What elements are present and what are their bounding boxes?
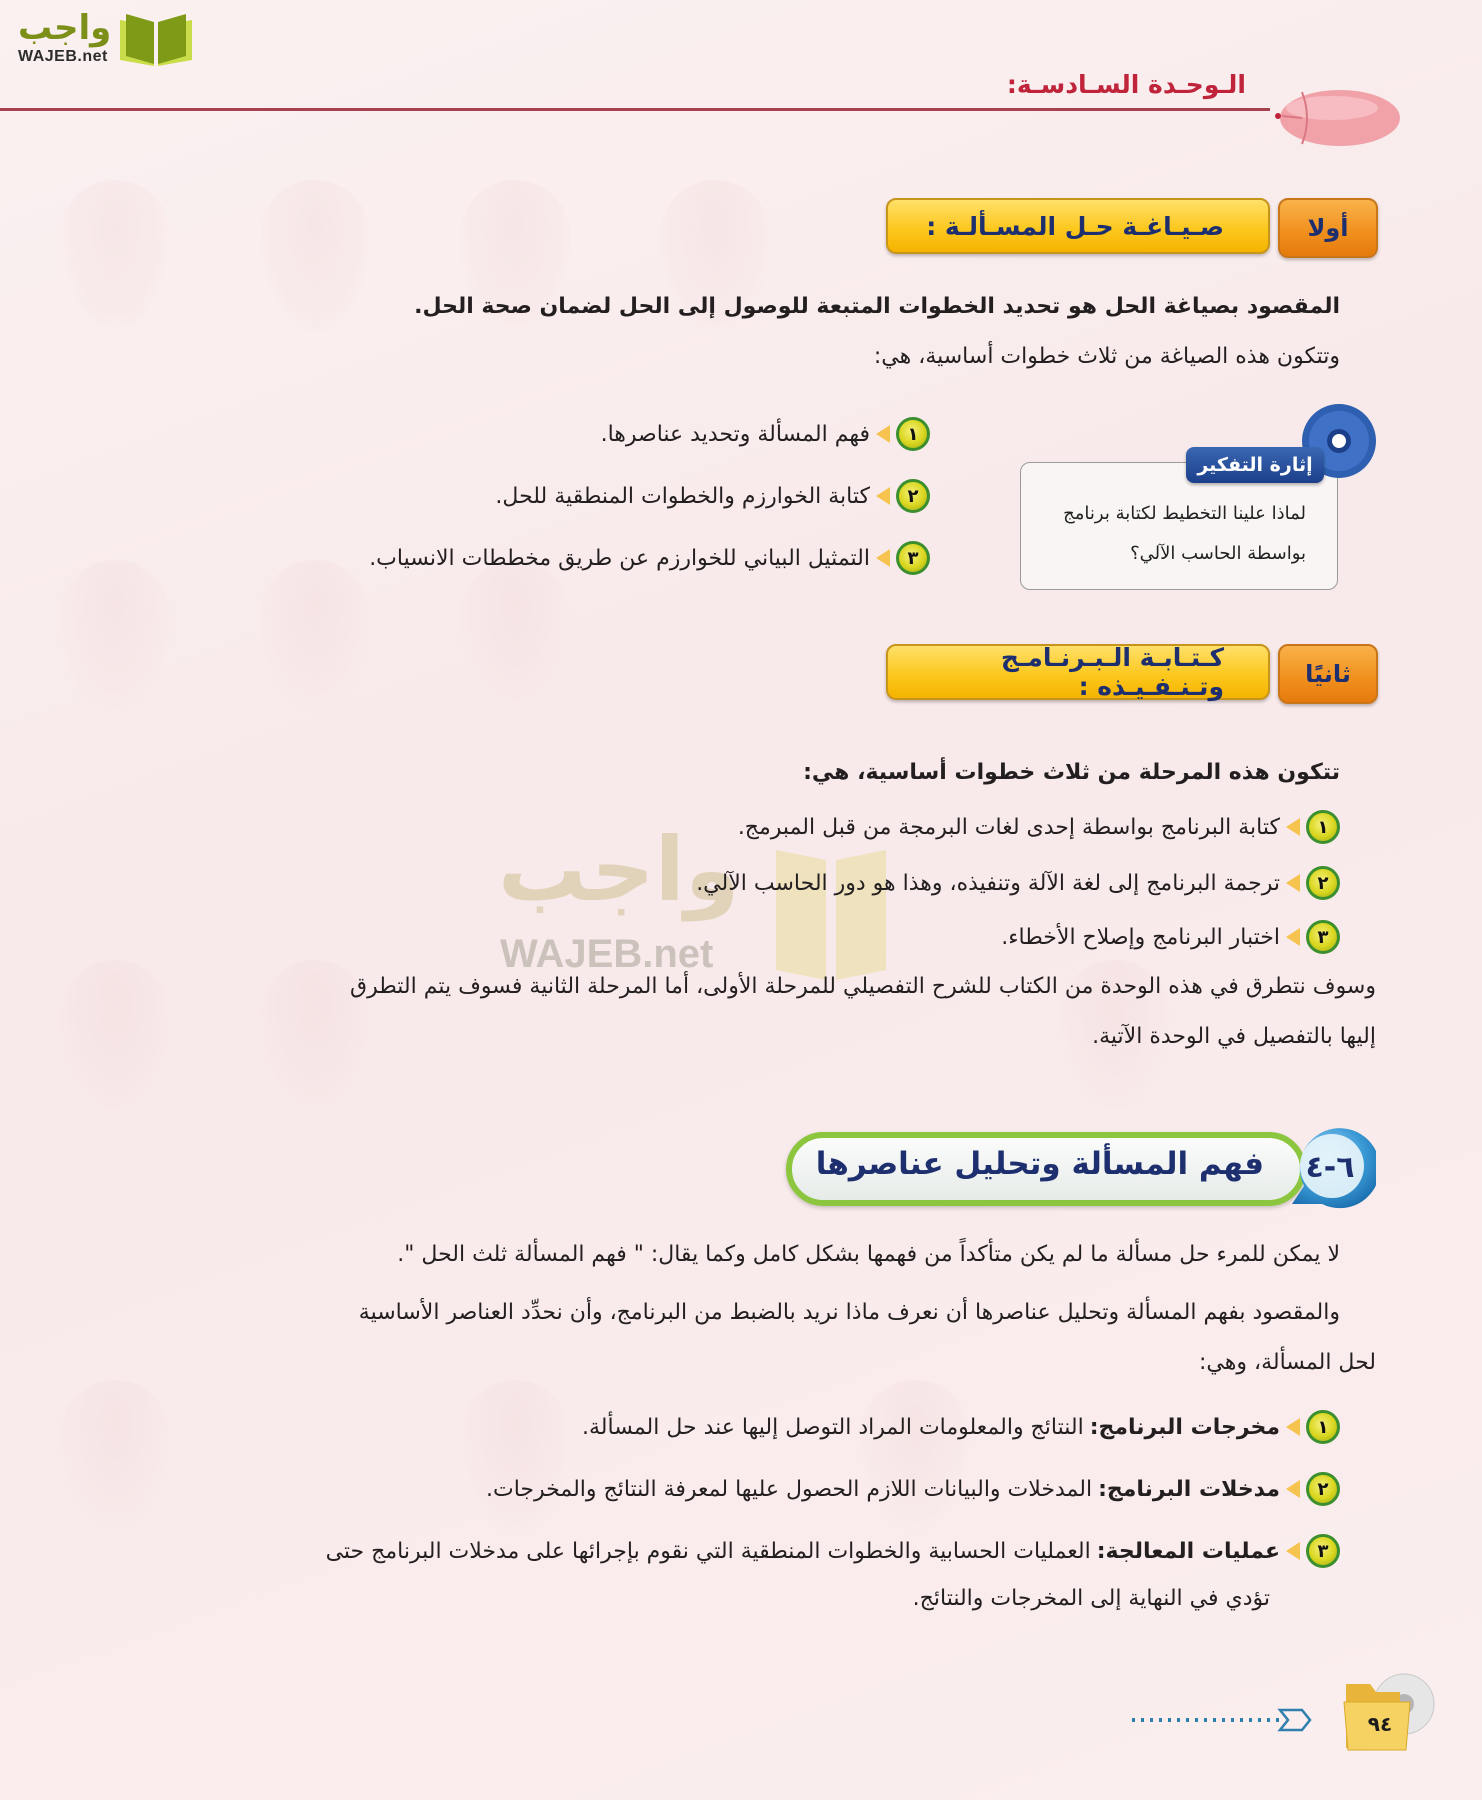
arrow-pointer-icon <box>1286 928 1300 946</box>
arrow-pointer-icon <box>1286 1418 1300 1436</box>
think-line-1: لماذا علينا التخطيط لكتابة برنامج <box>1063 503 1306 524</box>
item-text: العمليات الحسابية والخطوات المنطقية التي نقوم بإجرائها على مدخلات البرنامج حتى <box>325 1538 1091 1564</box>
list-item <box>326 1534 1340 1568</box>
step-text: فهم المسألة وتحديد عناصرها. <box>600 421 870 447</box>
section-1-intro: وتتكون هذه الصياغة من ثلاث خطوات أساسية، هي: <box>873 344 1340 369</box>
number-bullet-icon: ١ <box>1306 1410 1340 1444</box>
arrow-pointer-icon <box>1286 1542 1300 1560</box>
number-bullet-icon: ٣ <box>1306 920 1340 954</box>
think-line-2: بواسطة الحاسب الآلي؟ <box>1130 543 1306 564</box>
section-6-4-para-2-line-2: لحل المسألة، وهي: <box>1199 1350 1376 1375</box>
page-number: ٩٤ <box>1367 1712 1393 1736</box>
section-2-note-line-1: وسوف نتطرق في هذه الوحدة من الكتاب للشرح التفصيلي للمرحلة الأولى، أما المرحلة الثانية فسوف يتم التطرق <box>350 974 1376 999</box>
header-divider <box>0 108 1270 111</box>
item-text: النتائج والمعلومات المراد التوصل إليها عند حل المسألة. <box>582 1414 1084 1440</box>
list-item <box>1001 920 1340 954</box>
section-1-definition: المقصود بصياغة الحل هو تحديد الخطوات المتبعة للوصول إلى الحل لضمان صحة الحل. <box>414 294 1340 319</box>
arrow-pointer-icon <box>876 549 890 567</box>
list-item <box>369 541 930 575</box>
think-box-question <box>1016 494 1306 574</box>
item-text: المدخلات والبيانات اللازم الحصول عليها لمعرفة النتائج والمخرجات. <box>486 1476 1093 1502</box>
step-text: كتابة البرنامج بواسطة إحدى لغات البرمجة من قبل المبرمج. <box>737 814 1280 840</box>
number-bullet-icon: ٣ <box>1306 1534 1340 1568</box>
watermark-arabic: واجب <box>498 818 740 921</box>
number-bullet-icon: ٣ <box>896 541 930 575</box>
section-2-intro: تتكون هذه المرحلة من ثلاث خطوات أساسية، هي: <box>803 760 1340 785</box>
step-text: التمثيل البياني للخوارزم عن طريق مخططات الانسياب. <box>369 545 870 571</box>
number-bullet-icon: ١ <box>1306 810 1340 844</box>
open-book-icon <box>116 10 196 68</box>
computer-mouse-icon <box>1262 86 1402 150</box>
item-text-continued: تؤدي في النهاية إلى المخرجات والنتائج. <box>912 1586 1270 1611</box>
arrow-pointer-icon <box>876 487 890 505</box>
list-item <box>495 479 930 513</box>
arrow-pointer-icon <box>1286 874 1300 892</box>
section-1-badge: أولا <box>1278 198 1378 258</box>
unit-title: الـوحـدة السـادسـة: <box>1006 70 1246 99</box>
think-box-label: إثارة التفكير <box>1186 447 1324 483</box>
list-item <box>738 810 1340 844</box>
item-term: مخرجات البرنامج: <box>1089 1414 1280 1440</box>
wajeb-logo[interactable] <box>8 6 192 68</box>
number-bullet-icon: ٢ <box>1306 1472 1340 1506</box>
section-6-4-para-2-line-1: والمقصود بفهم المسألة وتحليل عناصرها أن نعرف ماذا نريد بالضبط من البرنامج، وأن نحدِّد العناصر الأساسية <box>358 1300 1340 1325</box>
section-2-badge: ثانيًا <box>1278 644 1378 704</box>
item-term: مدخلات البرنامج: <box>1098 1476 1280 1502</box>
item-term: عمليات المعالجة: <box>1096 1538 1280 1564</box>
watermark-english: WAJEB.net <box>500 932 714 976</box>
step-text: اختبار البرنامج وإصلاح الأخطاء. <box>1001 924 1280 950</box>
dotted-arrow-icon <box>1130 1700 1330 1740</box>
arrow-pointer-icon <box>1286 1480 1300 1498</box>
list-item <box>486 1472 1340 1506</box>
step-text: كتابة الخوارزم والخطوات المنطقية للحل. <box>495 483 870 509</box>
section-6-4-title: فهم المسألة وتحليل عناصرها <box>815 1146 1264 1182</box>
list-item <box>582 1410 1340 1444</box>
number-bullet-icon: ٢ <box>896 479 930 513</box>
arrow-pointer-icon <box>876 425 890 443</box>
section-1-title: صـيـاغـة حـل المسـألـة : <box>886 198 1270 254</box>
step-text: ترجمة البرنامج إلى لغة الآلة وتنفيذه، وهذا هو دور الحاسب الآلي. <box>696 870 1280 896</box>
section-2-note-line-2: إليها بالتفصيل في الوحدة الآتية. <box>1092 1024 1376 1049</box>
section-6-4-para-1: لا يمكن للمرء حل مسألة ما لم يكن متأكداً من فهمها بشكل كامل وكما يقال: " فهم المسألة ثلث الحل ". <box>397 1242 1340 1267</box>
list-item <box>696 866 1340 900</box>
number-bullet-icon: ٢ <box>1306 866 1340 900</box>
section-number: ٦-٤ <box>1305 1150 1355 1185</box>
arrow-pointer-icon <box>1286 818 1300 836</box>
number-bullet-icon: ١ <box>896 417 930 451</box>
list-item <box>601 417 930 451</box>
logo-english-text: WAJEB.net <box>18 48 108 65</box>
logo-arabic-text: واجب <box>18 8 112 48</box>
section-2-title: كـتـابـة الـبـرنـامـج وتـنـفـيـذه : <box>886 644 1270 700</box>
